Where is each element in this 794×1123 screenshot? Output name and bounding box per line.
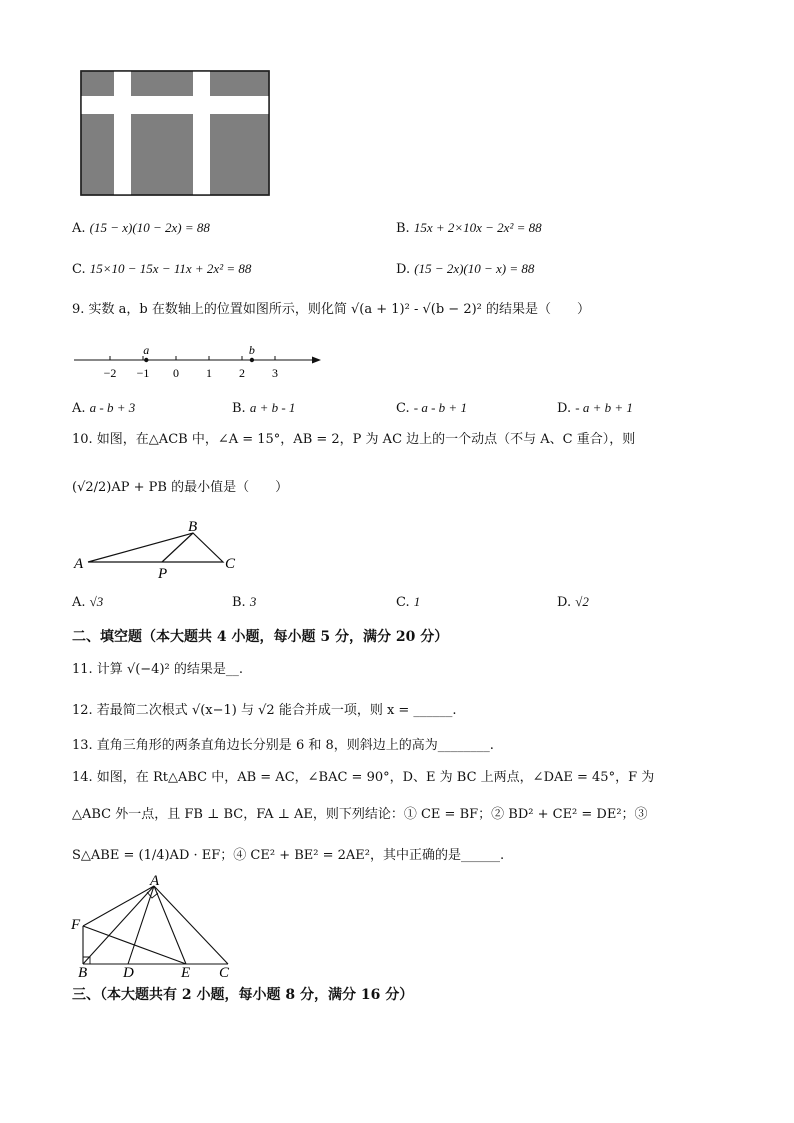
label-f: F bbox=[71, 917, 81, 933]
label-b: B bbox=[78, 965, 88, 980]
q10-option-c: C. 1 bbox=[396, 594, 421, 610]
point-label-b: b bbox=[248, 343, 255, 357]
label-e: E bbox=[181, 965, 191, 980]
q8-option-a: A. (15 − x)(10 − 2x) = 88 bbox=[72, 220, 210, 236]
label-d: D bbox=[123, 965, 134, 980]
label-a: A bbox=[150, 874, 160, 889]
q8-option-b: B. 15x + 2×10x − 2x² = 88 bbox=[396, 220, 542, 236]
label-a: A bbox=[74, 556, 84, 572]
q9-number-line bbox=[72, 338, 324, 382]
label-c: C bbox=[225, 556, 236, 572]
q10-stem-line2: (√2/2)AP + PB 的最小值是（ ） bbox=[72, 480, 289, 495]
q14-triangle-figure bbox=[68, 874, 240, 980]
q10-option-d: D. √2 bbox=[557, 594, 589, 610]
q10-triangle-figure bbox=[70, 515, 246, 581]
q10-option-a: A. √3 bbox=[72, 594, 104, 610]
q10-option-b: B. 3 bbox=[232, 594, 257, 610]
q9-option-c: C. - a - b + 1 bbox=[396, 400, 467, 416]
horizontal-path bbox=[81, 96, 269, 114]
q14-line3: S△ABE = (1/4)AD · EF；④ CE² + BE² = 2AE²，其中正确的是______. bbox=[72, 848, 505, 863]
tick-label: 0 bbox=[173, 366, 179, 380]
q9-stem: 9. 实数 a，b 在数轴上的位置如图所示，则化简 √(a + 1)² - √(b − 2)² 的结果是（ ） bbox=[72, 302, 591, 317]
q12-text: 12. 若最简二次根式 √(x−1) 与 √2 能合并成一项，则 x = ______. bbox=[72, 703, 457, 718]
arrow-icon bbox=[312, 357, 321, 364]
vertical-path-right bbox=[193, 71, 210, 195]
label-b: B bbox=[188, 519, 198, 535]
q9-option-d: D. - a + b + 1 bbox=[557, 400, 633, 416]
tick-label: 1 bbox=[206, 366, 212, 380]
vertical-path-left bbox=[114, 71, 131, 195]
section-3-title: 三、（本大题共有 2 小题，每小题 8 分，满分 16 分） bbox=[72, 987, 414, 1003]
q8-option-c: C. 15×10 − 15x − 11x + 2x² = 88 bbox=[72, 261, 252, 277]
q8-option-d: D. (15 − 2x)(10 − x) = 88 bbox=[396, 261, 535, 277]
point-a bbox=[144, 358, 148, 362]
tick-label: 3 bbox=[272, 366, 278, 380]
tick-label: −2 bbox=[103, 366, 117, 380]
q9-option-b: B. a + b - 1 bbox=[232, 400, 296, 416]
q11-text: 11. 计算 √(−4)² 的结果是__. bbox=[72, 662, 244, 677]
lawn-rect bbox=[81, 71, 269, 195]
point-b bbox=[250, 358, 254, 362]
tick-label: −1 bbox=[136, 366, 150, 380]
q14-line2: △ABC 外一点，且 FB ⊥ BC，FA ⊥ AE，则下列结论：① CE = BF；② BD² + CE² = DE²；③ bbox=[72, 807, 648, 822]
q10-stem: 10. 如图，在△ACB 中，∠A = 15°，AB = 2，P 为 AC 边上的一个动点（不与 A、C 重合），则 bbox=[72, 432, 636, 447]
label-c: C bbox=[219, 965, 230, 980]
q14-line1: 14. 如图，在 Rt△ABC 中，AB = AC，∠BAC = 90°，D、E 为 BC 上两点，∠DAE = 45°，F 为 bbox=[72, 770, 655, 785]
q9-option-a: A. a - b + 3 bbox=[72, 400, 136, 416]
label-p: P bbox=[158, 566, 168, 581]
tick-label: 2 bbox=[239, 366, 245, 380]
section-2-title: 二、填空题（本大题共 4 小题，每小题 5 分，满分 20 分） bbox=[72, 629, 449, 645]
point-label-a: a bbox=[143, 343, 150, 357]
q13-text: 13. 直角三角形的两条直角边长分别是 6 和 8，则斜边上的高为________. bbox=[72, 738, 494, 753]
q8-lawn-figure bbox=[80, 70, 272, 198]
